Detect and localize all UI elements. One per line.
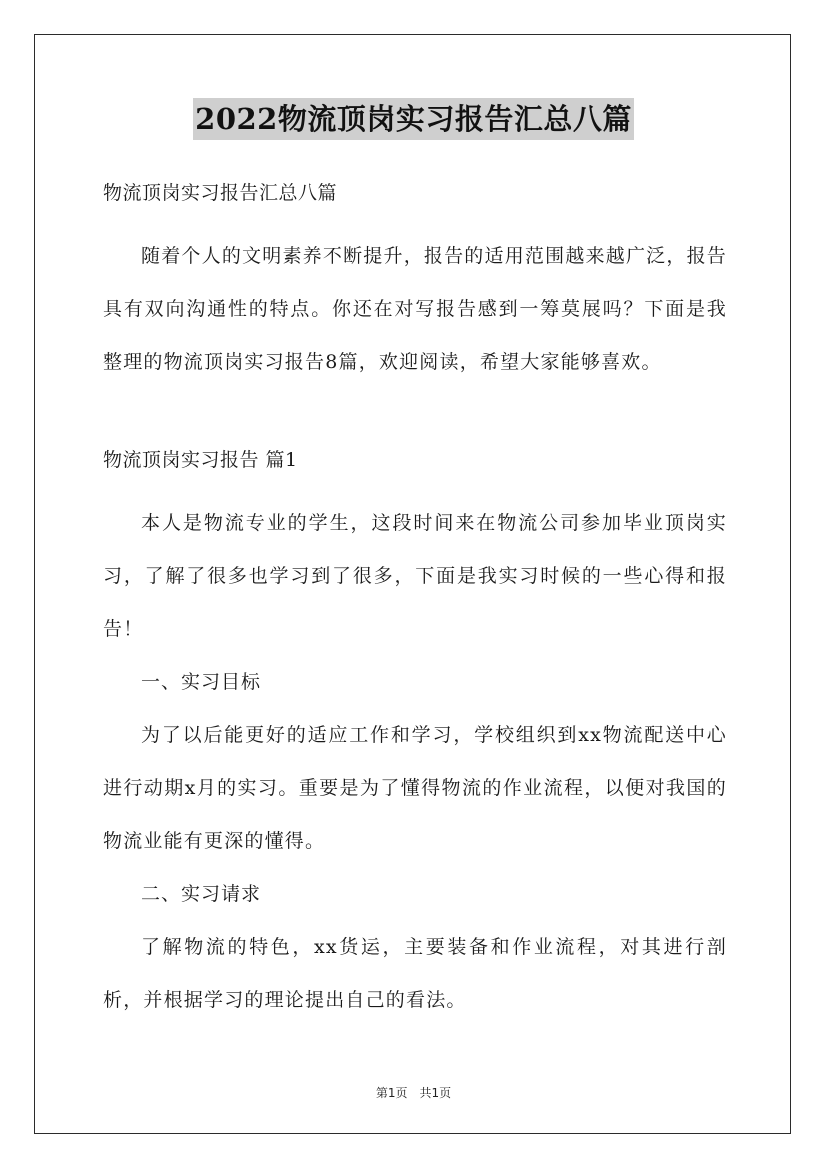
spacer bbox=[103, 479, 727, 497]
intro-paragraph: 随着个人的文明素养不断提升，报告的适用范围越来越广泛，报告具有双向沟通性的特点。你还在对写报告感到一筹莫展吗？下面是我整理的物流顶岗实习报告8篇，欢迎阅读，希望大家能够喜欢。 bbox=[103, 245, 727, 373]
part1-paragraph: 为了以后能更好的适应工作和学习，学校组织到xx物流配送中心进行动期x月的实习。重要是为了懂得物流的作业流程，以便对我国的物流业能有更深的懂得。 bbox=[103, 724, 727, 852]
title-container bbox=[0, 98, 827, 140]
part1-heading: 一、实习目标 bbox=[141, 671, 262, 693]
spacer bbox=[103, 212, 727, 230]
section-heading: 物流顶岗实习报告 篇1 bbox=[103, 449, 298, 471]
document-title: 2022物流顶岗实习报告汇总八篇 bbox=[193, 98, 634, 140]
document-body bbox=[103, 174, 727, 1027]
part2-heading: 二、实习请求 bbox=[141, 883, 262, 905]
page-footer: 第1页 共1页 bbox=[375, 1086, 452, 1100]
document-subtitle: 物流顶岗实习报告汇总八篇 bbox=[103, 182, 338, 204]
part2-paragraph: 了解物流的特色，xx货运，主要装备和作业流程，对其进行剖析，并根据学习的理论提出自己的看法。 bbox=[103, 936, 727, 1011]
section-intro-paragraph: 本人是物流专业的学生，这段时间来在物流公司参加毕业顶岗实习，了解了很多也学习到了很多，下面是我实习时候的一些心得和报告！ bbox=[103, 512, 727, 640]
spacer bbox=[103, 389, 727, 441]
